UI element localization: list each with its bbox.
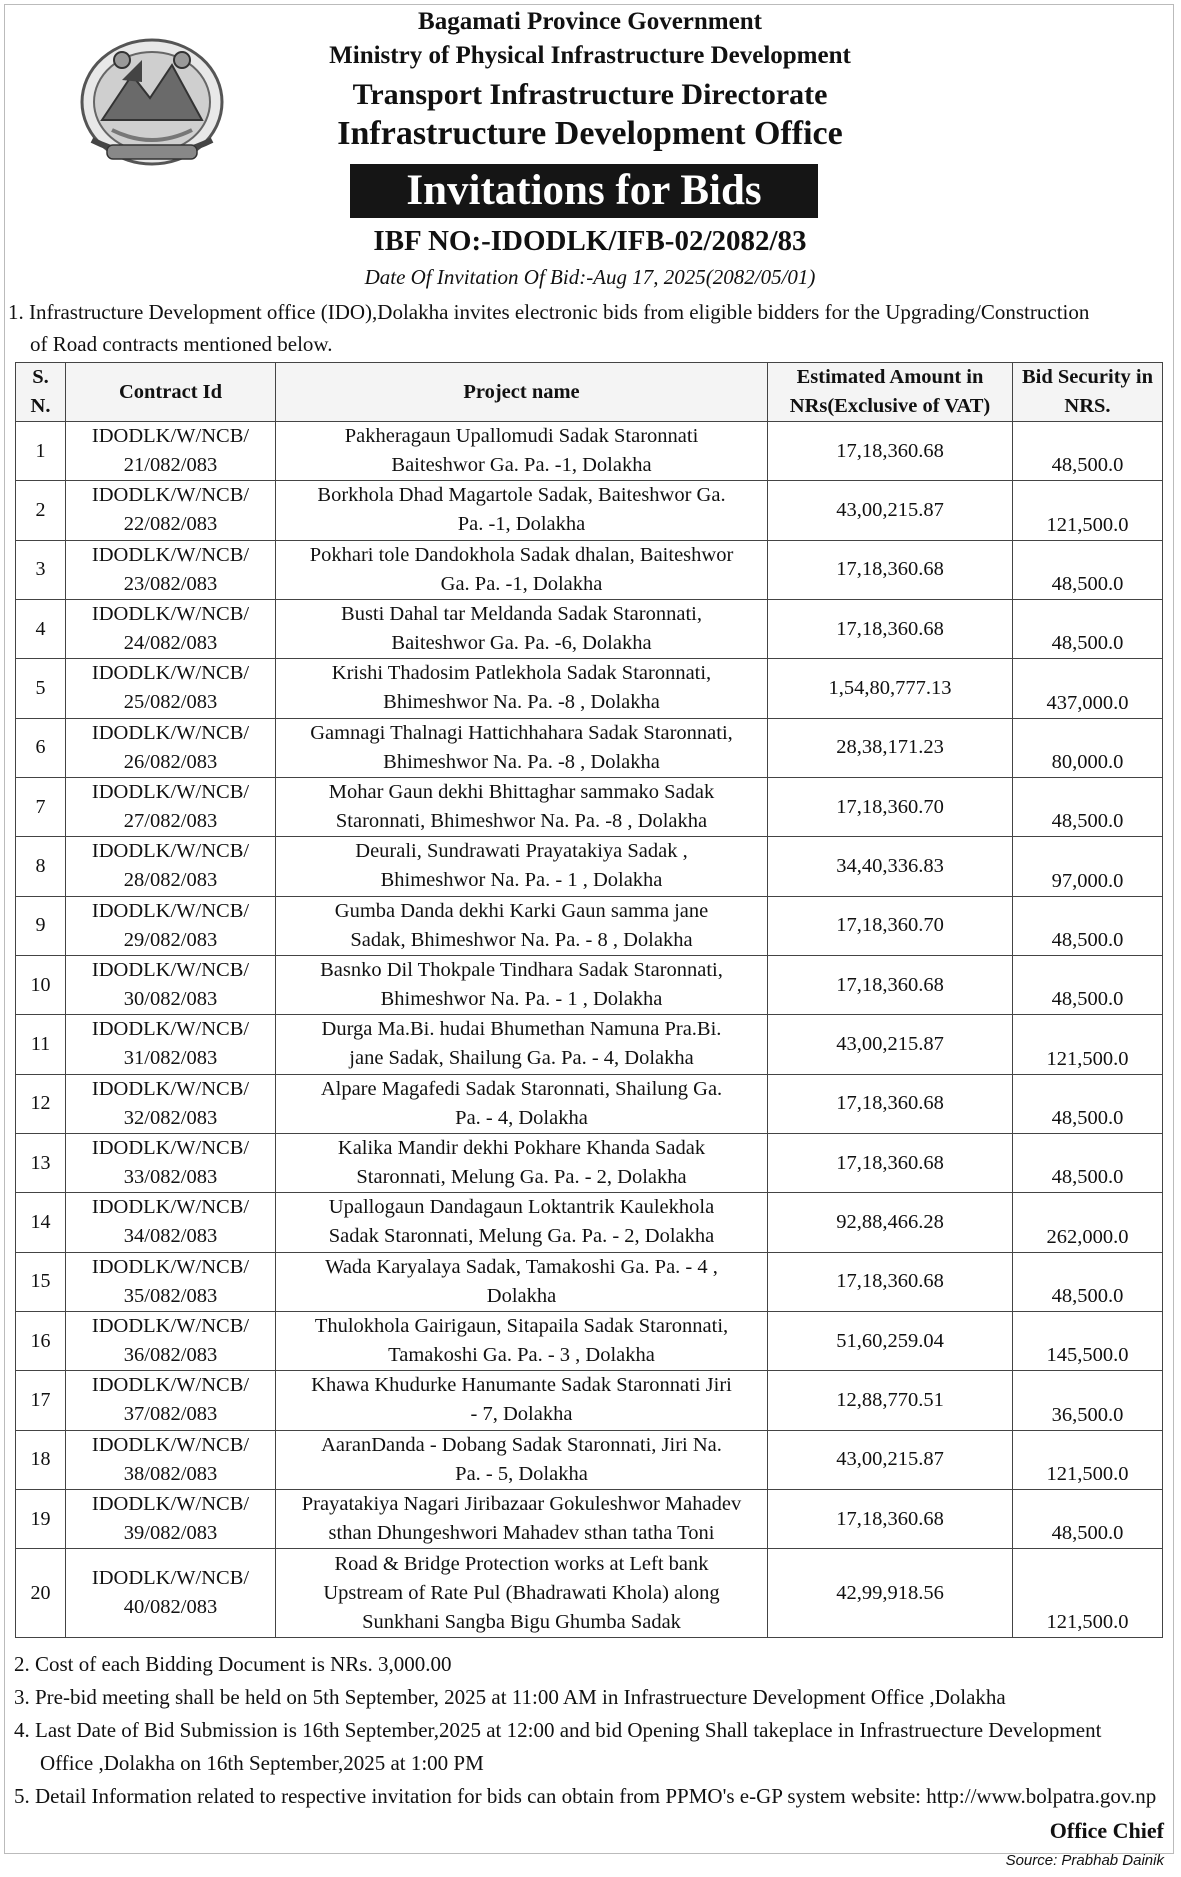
cell-project-name-line: Baiteshwor Ga. Pa. -1, Dolakha [391,454,652,477]
cell-estimated-amount-line: 17,18,360.70 [836,914,944,937]
cell-contract-id-line: 30/082/083 [123,988,218,1011]
table-header-row [16,363,1163,422]
table-row [16,481,1163,540]
cell-bid-security [1013,1193,1163,1252]
cell-project-name-line: Khawa Khudurke Hanumante Sadak Staronnati Jiri [311,1374,732,1397]
cell-bid-security-line: 97,000.0 [1051,869,1124,892]
cell-project-name-line: sthan Dhungeshwori Mahadev sthan tatha Toni [328,1522,715,1545]
cell-project-name-line: Wada Karyalaya Sadak, Tamakoshi Ga. Pa. - 4 , [325,1255,718,1278]
cell-contract-id-line: IDODLK/W/NCB/ [91,781,250,804]
cell-project-name-line: Upstream of Rate Pul (Bhadrawati Khola) along [323,1581,720,1604]
cell-contract-id [66,1549,276,1638]
cell-bid-security [1013,1074,1163,1133]
cell-estimated-amount-line: 17,18,360.68 [836,1092,944,1115]
cell-project-name [276,1489,768,1548]
notes-section [14,1648,1174,1813]
cell-sn-line: 20 [30,1581,51,1604]
cell-estimated-amount [768,1193,1013,1252]
cell-project-name [276,837,768,896]
cell-estimated-amount-line: 17,18,360.68 [836,1507,944,1530]
cell-estimated-amount-line: 17,18,360.68 [836,558,944,581]
cell-project-name-line: Bhimeshwor Na. Pa. - 1 , Dolakha [380,869,663,892]
cell-contract-id [66,1015,276,1074]
cell-project-name-line: - 7, Dolakha [470,1403,573,1426]
cell-estimated-amount [768,955,1013,1014]
cell-contract-id-line: 26/082/083 [123,750,218,773]
cell-estimated-amount [768,1311,1013,1370]
header-contract-id: Contract Id [66,363,276,422]
cell-contract-id [66,481,276,540]
cell-project-name-line: Baiteshwor Ga. Pa. -6, Dolakha [391,632,652,655]
cell-project-name [276,777,768,836]
note-submission-deadline-cont: Office ,Dolakha on 16th September,2025 at 1:00 PM [40,1751,484,1775]
cell-contract-id [66,540,276,599]
cell-bid-security [1013,777,1163,836]
cell-estimated-amount-line: 43,00,215.87 [836,1032,944,1055]
cell-project-name [276,659,768,718]
header-sn: S. N. [16,363,66,422]
cell-estimated-amount [768,718,1013,777]
table-body [16,422,1163,1638]
cell-project-name-line: Upallogaun Dandagaun Loktantrik Kaulekhola [328,1196,715,1219]
cell-contract-id-line: 37/082/083 [123,1403,218,1426]
header-bid-security: Bid Security in NRS. [1013,363,1163,422]
cell-sn-line: 1 [35,439,46,462]
cell-contract-id-line: IDODLK/W/NCB/ [91,543,250,566]
table-row [16,1193,1163,1252]
table-row [16,1311,1163,1370]
cell-bid-security-line: 145,500.0 [1046,1344,1129,1367]
cell-sn [16,955,66,1014]
cell-project-name-line: Pa. - 5, Dolakha [455,1462,588,1485]
cell-estimated-amount-line: 92,88,466.28 [836,1210,944,1233]
cell-sn [16,422,66,481]
cell-contract-id [66,599,276,658]
cell-project-name [276,955,768,1014]
cell-contract-id-line: IDODLK/W/NCB/ [91,1374,250,1397]
cell-project-name [276,1371,768,1430]
cell-contract-id-line: 22/082/083 [123,513,218,536]
cell-project-name [276,540,768,599]
cell-estimated-amount [768,1074,1013,1133]
cell-contract-id-line: 21/082/083 [123,454,218,477]
cell-project-name-line: Deurali, Sundrawati Prayatakiya Sadak , [355,840,688,863]
cell-sn [16,540,66,599]
cell-sn-line: 7 [35,795,46,818]
cell-contract-id [66,837,276,896]
cell-project-name [276,1015,768,1074]
cell-project-name-line: Sadak Staronnati, Melung Ga. Pa. - 2, Dolakha [328,1225,715,1248]
cell-bid-security-line: 48,500.0 [1051,1284,1124,1307]
cell-sn-line: 5 [35,676,46,699]
cell-project-name-line: Road & Bridge Protection works at Left bank [334,1552,709,1575]
cell-contract-id-line: IDODLK/W/NCB/ [91,959,250,982]
cell-sn-line: 10 [30,973,51,996]
ministry-title: Ministry of Physical Infrastructure Development [329,42,851,69]
cell-bid-security-line: 48,500.0 [1051,1106,1124,1129]
cell-sn [16,777,66,836]
cell-sn [16,896,66,955]
cell-contract-id [66,1252,276,1311]
note-submission-deadline: 4. Last Date of Bid Submission is 16th September,2025 at 12:00 and bid Opening Shall takeplace in Infrastruecture Development [14,1718,1102,1742]
header-estimated-amount: Estimated Amount in NRs(Exclusive of VAT) [768,363,1013,422]
cell-project-name-line: Pa. -1, Dolakha [457,513,586,536]
cell-bid-security-line: 48,500.0 [1051,810,1124,833]
cell-project-name-line: Mohar Gaun dekhi Bhittaghar sammako Sadak [328,781,715,804]
table-row [16,659,1163,718]
cell-estimated-amount [768,481,1013,540]
cell-estimated-amount [768,777,1013,836]
cell-bid-security [1013,955,1163,1014]
table-row [16,1015,1163,1074]
cell-estimated-amount-line: 17,18,360.68 [836,1270,944,1293]
cell-bid-security [1013,1133,1163,1192]
cell-contract-id-line: IDODLK/W/NCB/ [91,425,250,448]
cell-bid-security-line: 437,000.0 [1046,691,1129,714]
table-row [16,718,1163,777]
cell-bid-security [1013,896,1163,955]
cell-contract-id-line: 24/082/083 [123,632,218,655]
table-row [16,1371,1163,1430]
cell-contract-id [66,1074,276,1133]
cell-project-name-line: Gamnagi Thalnagi Hattichhahara Sadak Staronnati, [310,721,733,744]
cell-estimated-amount-line: 43,00,215.87 [836,498,944,521]
cell-contract-id-line: 23/082/083 [123,572,218,595]
cell-estimated-amount [768,599,1013,658]
cell-contract-id [66,1371,276,1430]
cell-estimated-amount [768,1015,1013,1074]
cell-contract-id-line: 25/082/083 [123,691,218,714]
cell-estimated-amount-line: 17,18,360.68 [836,973,944,996]
cell-estimated-amount-line: 17,18,360.68 [836,1151,944,1174]
directorate-title: Transport Infrastructure Directorate [352,78,828,111]
cell-contract-id [66,1193,276,1252]
cell-estimated-amount-line: 28,38,171.23 [836,736,944,759]
cell-estimated-amount [768,1371,1013,1430]
cell-sn [16,1311,66,1370]
cell-contract-id [66,1133,276,1192]
cell-sn-line: 11 [30,1032,51,1055]
cell-project-name-line: Gumba Danda dekhi Karki Gaun samma jane [334,899,709,922]
province-title: Bagamati Province Government [418,8,762,35]
cell-project-name [276,1252,768,1311]
cell-sn [16,1015,66,1074]
invitation-banner: Invitations for Bids [350,164,818,218]
cell-project-name-line: Krishi Thadosim Patlekhola Sadak Staronnati, [331,662,712,685]
cell-project-name-line: Dolakha [486,1284,557,1307]
cell-project-name [276,1311,768,1370]
cell-project-name-line: Borkhola Dhad Magartole Sadak, Baiteshwor Ga. [317,484,726,507]
table-row [16,1549,1163,1638]
note-pre-bid-meeting: 3. Pre-bid meeting shall be held on 5th September, 2025 at 11:00 AM in Infrastruecture Development Office ,Dolakha [14,1685,1006,1709]
cell-estimated-amount [768,896,1013,955]
cell-project-name-line: Thulokhola Gairigaun, Sitapaila Sadak Staronnati, [314,1315,729,1338]
cell-bid-security-line: 48,500.0 [1051,632,1124,655]
cell-contract-id-line: IDODLK/W/NCB/ [91,1137,250,1160]
cell-contract-id [66,659,276,718]
cell-project-name [276,599,768,658]
cell-bid-security [1013,1430,1163,1489]
cell-contract-id-line: 28/082/083 [123,869,218,892]
cell-contract-id [66,1311,276,1370]
cell-contract-id-line: 27/082/083 [123,810,218,833]
cell-bid-security [1013,837,1163,896]
cell-bid-security-line: 36,500.0 [1051,1403,1124,1426]
cell-contract-id-line: IDODLK/W/NCB/ [91,1433,250,1456]
cell-bid-security-line: 48,500.0 [1051,1522,1124,1545]
cell-sn [16,718,66,777]
cell-project-name-line: Bhimeshwor Na. Pa. - 1 , Dolakha [380,988,663,1011]
cell-bid-security [1013,718,1163,777]
cell-sn [16,837,66,896]
cell-contract-id-line: IDODLK/W/NCB/ [91,840,250,863]
invitation-date: Date Of Invitation Of Bid:-Aug 17, 2025(2082/05/01) [364,265,816,289]
cell-estimated-amount-line: 43,00,215.87 [836,1448,944,1471]
source-credit: Source: Prabhab Dainik [1005,1852,1164,1869]
table-row [16,540,1163,599]
cell-bid-security-line: 48,500.0 [1051,454,1124,477]
cell-sn-line: 15 [30,1270,51,1293]
cell-sn-line: 17 [30,1388,51,1411]
cell-bid-security [1013,1549,1163,1638]
cell-contract-id-line: IDODLK/W/NCB/ [91,1018,250,1041]
cell-contract-id-line: 29/082/083 [123,928,218,951]
cell-contract-id [66,422,276,481]
cell-sn-line: 6 [35,736,46,759]
cell-project-name-line: Busti Dahal tar Meldanda Sadak Staronnati, [341,603,702,626]
cell-bid-security-line: 48,500.0 [1051,988,1124,1011]
cell-project-name-line: Bhimeshwor Na. Pa. -8 , Dolakha [383,691,660,714]
cell-contract-id [66,955,276,1014]
contracts-table [15,362,1163,1638]
cell-bid-security [1013,1311,1163,1370]
cell-contract-id-line: 32/082/083 [123,1106,218,1129]
table-row [16,1489,1163,1548]
table-row [16,777,1163,836]
cell-estimated-amount-line: 51,60,259.04 [836,1329,944,1352]
cell-bid-security-line: 121,500.0 [1046,513,1129,536]
cell-contract-id-line: IDODLK/W/NCB/ [91,1567,250,1590]
cell-bid-security [1013,1015,1163,1074]
cell-sn-line: 2 [35,498,46,521]
cell-project-name [276,1133,768,1192]
cell-sn [16,1133,66,1192]
cell-sn-line: 18 [30,1448,51,1471]
cell-sn-line: 4 [35,617,46,640]
office-chief-signature: Office Chief [1049,1818,1164,1843]
cell-sn [16,1549,66,1638]
cell-bid-security-line: 262,000.0 [1046,1225,1129,1248]
cell-project-name-line: Sadak, Bhimeshwor Na. Pa. - 8 , Dolakha [350,928,693,951]
cell-bid-security [1013,1252,1163,1311]
cell-project-name-line: Basnko Dil Thokpale Tindhara Sadak Staronnati, [320,959,723,982]
cell-bid-security-line: 80,000.0 [1051,750,1124,773]
office-title: Infrastructure Development Office [337,115,843,152]
cell-estimated-amount [768,837,1013,896]
note-egp-website: 5. Detail Information related to respective invitation for bids can obtain from PPMO's e-GP system website: http://www.bolpatra.gov.np [14,1784,1157,1808]
cell-project-name-line: Pa. - 4, Dolakha [455,1106,588,1129]
cell-sn-line: 3 [35,558,46,581]
cell-contract-id-line: 39/082/083 [123,1522,218,1545]
cell-contract-id-line: 35/082/083 [123,1284,218,1307]
cell-project-name [276,896,768,955]
intro-line-1: 1. Infrastructure Development office (IDO),Dolakha invites electronic bids from eligible bidders for the Upgrading/Construction [8,300,1090,324]
cell-bid-security-line: 48,500.0 [1051,1166,1124,1189]
cell-bid-security-line: 48,500.0 [1051,572,1124,595]
cell-estimated-amount [768,422,1013,481]
cell-contract-id-line: IDODLK/W/NCB/ [91,899,250,922]
cell-bid-security-line: 121,500.0 [1046,1462,1129,1485]
cell-estimated-amount-line: 42,99,918.56 [836,1581,944,1604]
cell-contract-id-line: IDODLK/W/NCB/ [91,1196,250,1219]
cell-project-name-line: Pokhari tole Dandokhola Sadak dhalan, Baiteshwor [309,543,734,566]
cell-bid-security-line: 121,500.0 [1046,1611,1129,1633]
cell-project-name-line: Staronnati, Melung Ga. Pa. - 2, Dolakha [356,1166,687,1189]
cell-contract-id-line: IDODLK/W/NCB/ [91,1493,250,1516]
ifb-number: IBF NO:-IDODLK/IFB-02/2082/83 [373,225,807,257]
note-bidding-cost: 2. Cost of each Bidding Document is NRs. 3,000.00 [14,1652,452,1676]
cell-bid-security [1013,422,1163,481]
cell-estimated-amount [768,1489,1013,1548]
table-row [16,1133,1163,1192]
cell-project-name-line: Sunkhani Sangba Bigu Ghumba Sadak [362,1610,681,1633]
cell-contract-id-line: IDODLK/W/NCB/ [91,1255,250,1278]
cell-estimated-amount [768,659,1013,718]
cell-project-name-line: Staronnati, Bhimeshwor Na. Pa. -8 , Dolakha [335,810,708,833]
table-row [16,1074,1163,1133]
cell-bid-security [1013,1371,1163,1430]
nepal-emblem-icon [62,20,242,180]
cell-project-name-line: Bhimeshwor Na. Pa. -8 , Dolakha [383,750,660,773]
cell-bid-security [1013,599,1163,658]
cell-estimated-amount [768,540,1013,599]
cell-sn [16,1430,66,1489]
cell-contract-id-line: IDODLK/W/NCB/ [91,603,250,626]
cell-sn [16,1252,66,1311]
cell-estimated-amount-line: 1,54,80,777.13 [828,676,952,699]
cell-project-name [276,1074,768,1133]
cell-contract-id-line: IDODLK/W/NCB/ [91,1315,250,1338]
cell-contract-id-line: 36/082/083 [123,1344,218,1367]
cell-contract-id [66,1489,276,1548]
table-row [16,837,1163,896]
table-row [16,422,1163,481]
cell-bid-security [1013,1489,1163,1548]
cell-sn [16,1371,66,1430]
cell-contract-id-line: IDODLK/W/NCB/ [91,1077,250,1100]
header-project-name: Project name [276,363,768,422]
cell-sn [16,659,66,718]
cell-project-name [276,718,768,777]
cell-estimated-amount-line: 17,18,360.70 [836,795,944,818]
table-row [16,599,1163,658]
cell-sn [16,1074,66,1133]
cell-sn [16,599,66,658]
cell-contract-id-line: 40/082/083 [123,1596,218,1619]
table-row [16,1430,1163,1489]
cell-sn-line: 14 [30,1210,51,1233]
cell-project-name [276,422,768,481]
cell-estimated-amount-line: 17,18,360.68 [836,439,944,462]
table-row [16,955,1163,1014]
cell-sn-line: 8 [35,854,46,877]
cell-bid-security-line: 121,500.0 [1046,1047,1129,1070]
cell-contract-id [66,1430,276,1489]
cell-project-name-line: Alpare Magafedi Sadak Staronnati, Shailung Ga. [320,1077,723,1100]
cell-project-name-line: AaranDanda - Dobang Sadak Staronnati, Jiri Na. [321,1433,722,1456]
cell-contract-id [66,777,276,836]
cell-project-name-line: Ga. Pa. -1, Dolakha [440,572,603,595]
cell-contract-id-line: IDODLK/W/NCB/ [91,721,250,744]
cell-project-name [276,1193,768,1252]
cell-contract-id-line: IDODLK/W/NCB/ [91,662,250,685]
cell-sn-line: 12 [30,1092,51,1115]
cell-contract-id [66,896,276,955]
cell-contract-id-line: 31/082/083 [123,1047,218,1070]
cell-contract-id-line: 33/082/083 [123,1166,218,1189]
cell-project-name-line: Durga Ma.Bi. hudai Bhumethan Namuna Pra.Bi. [321,1018,722,1041]
cell-project-name [276,481,768,540]
cell-project-name-line: jane Sadak, Shailung Ga. Pa. - 4, Dolakha [349,1047,694,1070]
cell-project-name-line: Tamakoshi Ga. Pa. - 3 , Dolakha [388,1344,655,1367]
cell-estimated-amount-line: 17,18,360.68 [836,617,944,640]
cell-contract-id-line: 34/082/083 [123,1225,218,1248]
cell-estimated-amount [768,1133,1013,1192]
cell-sn [16,1489,66,1548]
intro-paragraph [8,296,1173,360]
cell-contract-id [66,718,276,777]
intro-line-2: of Road contracts mentioned below. [30,332,333,356]
cell-project-name [276,1430,768,1489]
cell-bid-security-line: 48,500.0 [1051,928,1124,951]
cell-project-name [276,1549,768,1638]
cell-project-name-line: Prayatakiya Nagari Jiribazaar Gokuleshwor Mahadev [301,1493,742,1516]
cell-estimated-amount-line: 34,40,336.83 [836,854,944,877]
cell-project-name-line: Kalika Mandir dekhi Pokhare Khanda Sadak [337,1137,706,1160]
cell-contract-id-line: IDODLK/W/NCB/ [91,484,250,507]
cell-sn-line: 16 [30,1329,51,1352]
cell-bid-security [1013,540,1163,599]
cell-bid-security [1013,659,1163,718]
cell-sn [16,1193,66,1252]
cell-contract-id-line: 38/082/083 [123,1462,218,1485]
table-row [16,896,1163,955]
cell-project-name-line: Pakheragaun Upallomudi Sadak Staronnati [344,425,699,448]
cell-estimated-amount [768,1430,1013,1489]
cell-bid-security [1013,481,1163,540]
cell-sn-line: 9 [35,914,46,937]
cell-estimated-amount [768,1252,1013,1311]
cell-sn [16,481,66,540]
cell-estimated-amount-line: 12,88,770.51 [836,1388,944,1411]
cell-sn-line: 19 [30,1507,51,1530]
cell-sn-line: 13 [30,1151,51,1174]
table-row [16,1252,1163,1311]
cell-estimated-amount [768,1549,1013,1638]
